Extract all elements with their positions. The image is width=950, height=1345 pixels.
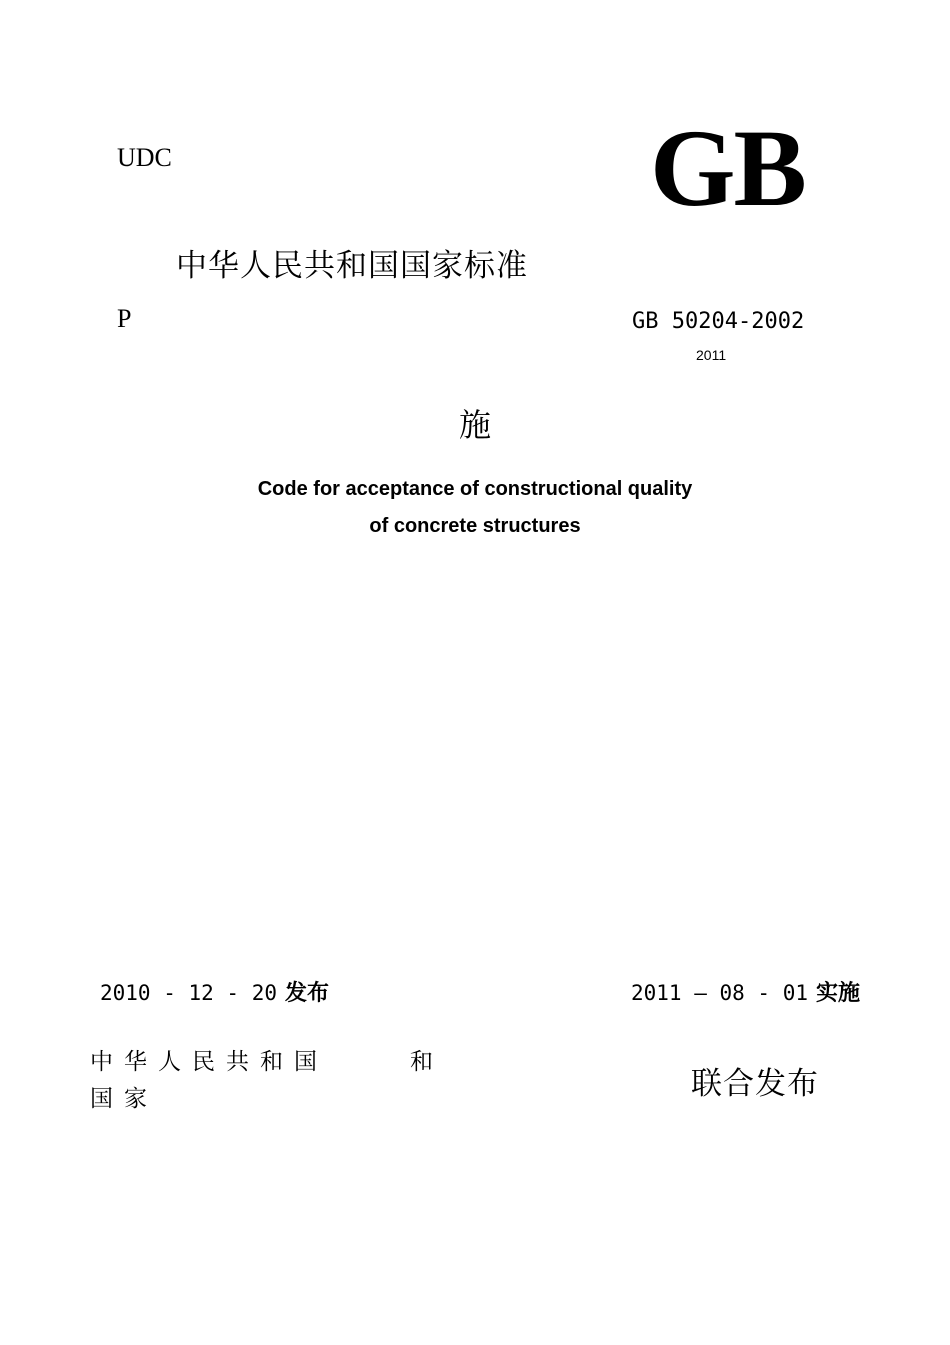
udc-label: UDC xyxy=(117,143,172,172)
issuer-line1: 中华人民共和国 xyxy=(90,1049,328,1075)
english-title-line2: of concrete structures xyxy=(369,515,581,537)
category-label: P xyxy=(117,304,132,333)
issuer-and: 和 xyxy=(410,1049,433,1075)
effective-label: 实施 xyxy=(816,981,861,1006)
standard-number: GB 50204-2002 xyxy=(632,309,805,334)
issuer-line2: 国家 xyxy=(90,1086,158,1112)
issue-date-block xyxy=(100,976,329,1007)
chinese-title: 施 xyxy=(458,406,491,444)
effective-date-block xyxy=(631,976,860,1007)
english-title-line1: Code for acceptance of constructional quality xyxy=(257,478,693,500)
joint-issue-label: 联合发布 xyxy=(691,1066,819,1102)
gb-logo: GB xyxy=(650,107,805,229)
effective-date: 2011 — 08 - 01 xyxy=(631,981,809,1005)
national-standard-heading: 中华人民共和国国家标准 xyxy=(176,248,528,284)
issue-date: 2010 - 12 - 20 xyxy=(100,981,278,1005)
edition-year: 2011 xyxy=(696,347,727,363)
issue-label: 发布 xyxy=(285,981,330,1006)
